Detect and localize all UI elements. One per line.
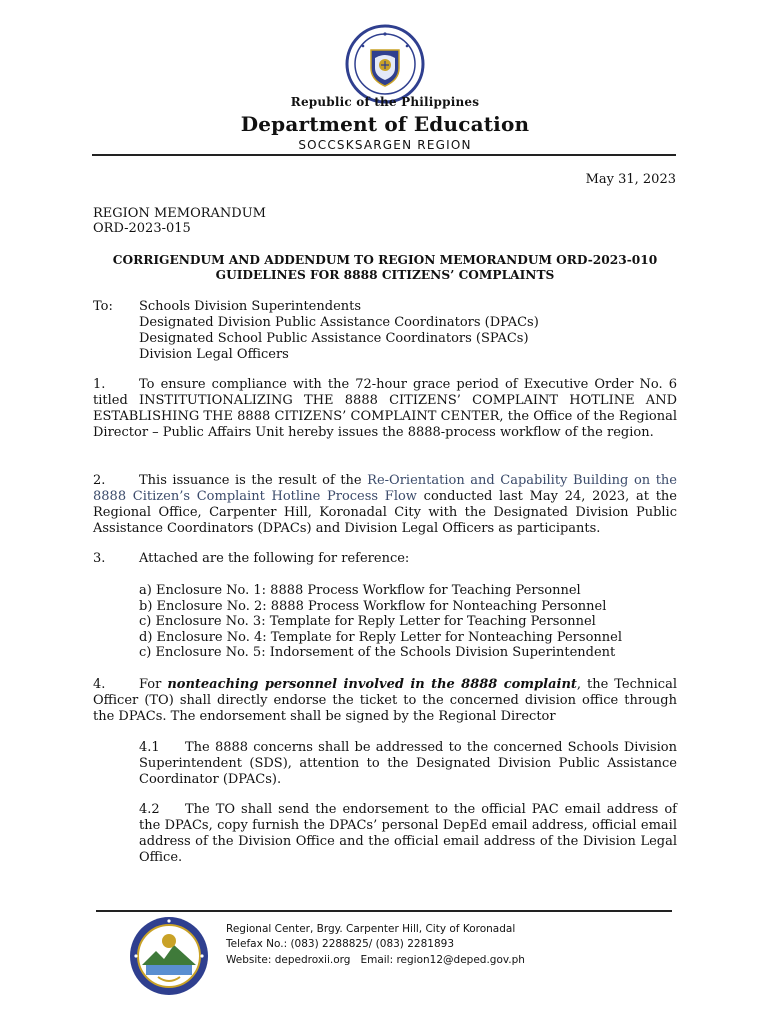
footer-email: Email: region12@deped.gov.ph [360,954,525,966]
recipient-item: Designated Division Public Assistance Coordinators (DPACs) [139,315,539,330]
enclosure-item: d) Enclosure No. 4: Template for Reply Letter for Nonteaching Personnel [139,629,622,645]
footer-divider [96,910,672,912]
footer-contact [226,953,525,968]
memo-type: REGION MEMORANDUM [93,206,266,221]
paragraph-2 [93,473,677,537]
paragraph-1 [93,377,677,441]
memo-date: May 31, 2023 [585,172,676,187]
footer-website: Website: depedroxii.org [226,954,351,966]
region-heading: SOCCSKSARGEN REGION [298,138,472,152]
footer-address: Regional Center, Brgy. Carpenter Hill, City of Koronadal [226,923,516,935]
subparagraph-number: 4.1 [139,740,160,755]
enclosure-item: a) Enclosure No. 1: 8888 Process Workflow for Teaching Personnel [139,583,581,598]
subparagraph-text: The 8888 concerns shall be addressed to the concerned Schools Division Superintendent (SDS), attention to the Designated Division Public Assistance Coordinator (DPACs). [139,740,677,787]
subparagraph-4-2 [139,802,677,866]
paragraph-number: 2. [93,473,106,488]
recipient-item: Division Legal Officers [139,347,289,362]
emphasized-text: nonteaching personnel involved in the 8888 complaint [167,677,577,692]
activity-name-highlight: Re-Orientation and Capability Building on the 8888 Citizen’s Complaint Hotline Process Flow [93,473,677,504]
enclosure-item: c) Enclosure No. 3: Template for Reply Letter for Teaching Personnel [139,614,596,629]
region-seal-icon [128,915,210,997]
footer-telefax: Telefax No.: (083) 2288825/ (083) 2281893 [226,938,455,950]
subparagraph-4-1 [139,740,677,788]
paragraph-3 [93,551,677,567]
deped-seal-icon [345,24,425,104]
paragraph-number: 1. [93,377,106,392]
paragraph-text: Attached are the following for reference: [139,551,410,566]
memo-title-line-1: CORRIGENDUM AND ADDENDUM TO REGION MEMORANDUM ORD-2023-010 [112,253,658,267]
recipient-item: Schools Division Superintendents [139,299,362,314]
subparagraph-text: The TO shall send the endorsement to the official PAC email address of the DPACs, copy furnish the DPACs’ personal DepEd email address, official email address of the Division Office and the official email address of the Division Legal Office. [139,802,677,865]
republic-heading: Republic of the Philippines [290,95,480,109]
header-divider [92,154,676,156]
paragraph-text: For [139,677,168,692]
paragraph-text: This issuance is the result of the [139,473,368,488]
department-heading: Department of Education [240,112,530,136]
paragraph-text: , the Technical Officer (TO) shall directly endorse the ticket to the concerned division office through the DPACs. The endorsement shall be signed by the Regional Director [93,677,677,724]
enclosure-item: c) Enclosure No. 5: Indorsement of the Schools Division Superintendent [139,645,616,660]
paragraph-text: conducted last May 24, 2023, at the Regional Office, Carpenter Hill, Koronadal City with the Designated Division Public Assistance Coordinators (DPACs) and Division Legal Officers as participants. [93,489,677,536]
to-label: To: [93,299,113,314]
paragraph-number: 3. [93,551,106,566]
enclosure-item: b) Enclosure No. 2: 8888 Process Workflow for Nonteaching Personnel [139,598,607,614]
memo-title-line-2: GUIDELINES FOR 8888 CITIZENS’ COMPLAINTS [215,268,555,282]
recipient-item: Designated School Public Assistance Coordinators (SPACs) [139,331,529,346]
paragraph-4 [93,677,677,725]
paragraph-text: To ensure compliance with the 72-hour grace period of Executive Order No. 6 titled INSTITUTIONALIZING THE 8888 CITIZENS’ COMPLAINT HOTLINE AND ESTABLISHING THE 8888 CITIZENS’ COMPLAINT CENTER, the Office of the Regional Director – Public Affairs Unit hereby issues the 8888-process workflow of the region. [93,377,677,440]
memo-number: ORD-2023-015 [93,221,191,236]
subparagraph-number: 4.2 [139,802,160,817]
paragraph-number: 4. [93,677,106,692]
